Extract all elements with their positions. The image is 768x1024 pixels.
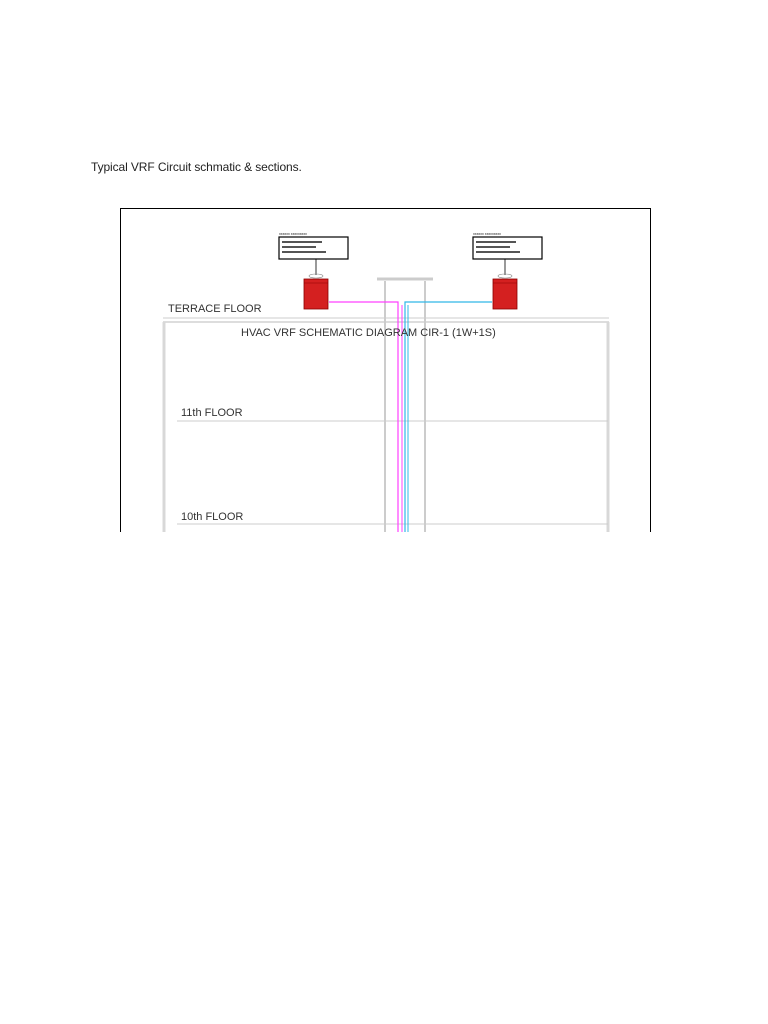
svg-text:xxxxxx xxxxxxxxx: xxxxxx xxxxxxxxx [279, 232, 307, 236]
document-heading: Typical VRF Circuit schmatic & sections. [91, 160, 302, 174]
terrace-floor-label: TERRACE FLOOR [168, 303, 262, 315]
vrf-schematic-diagram [121, 209, 651, 532]
diagram-title: HVAC VRF SCHEMATIC DIAGRAM CIR-1 (1W+1S) [241, 327, 496, 339]
floor-10-label: 10th FLOOR [181, 511, 244, 523]
schematic-drawing-frame [120, 208, 651, 532]
floor-11-label: 11th FLOOR [181, 407, 243, 419]
floor-lines [177, 421, 608, 524]
outdoor-unit-right [473, 232, 542, 309]
outdoor-unit-left [279, 232, 348, 309]
svg-text:xxxxxx xxxxxxxxx: xxxxxx xxxxxxxxx [473, 232, 501, 236]
